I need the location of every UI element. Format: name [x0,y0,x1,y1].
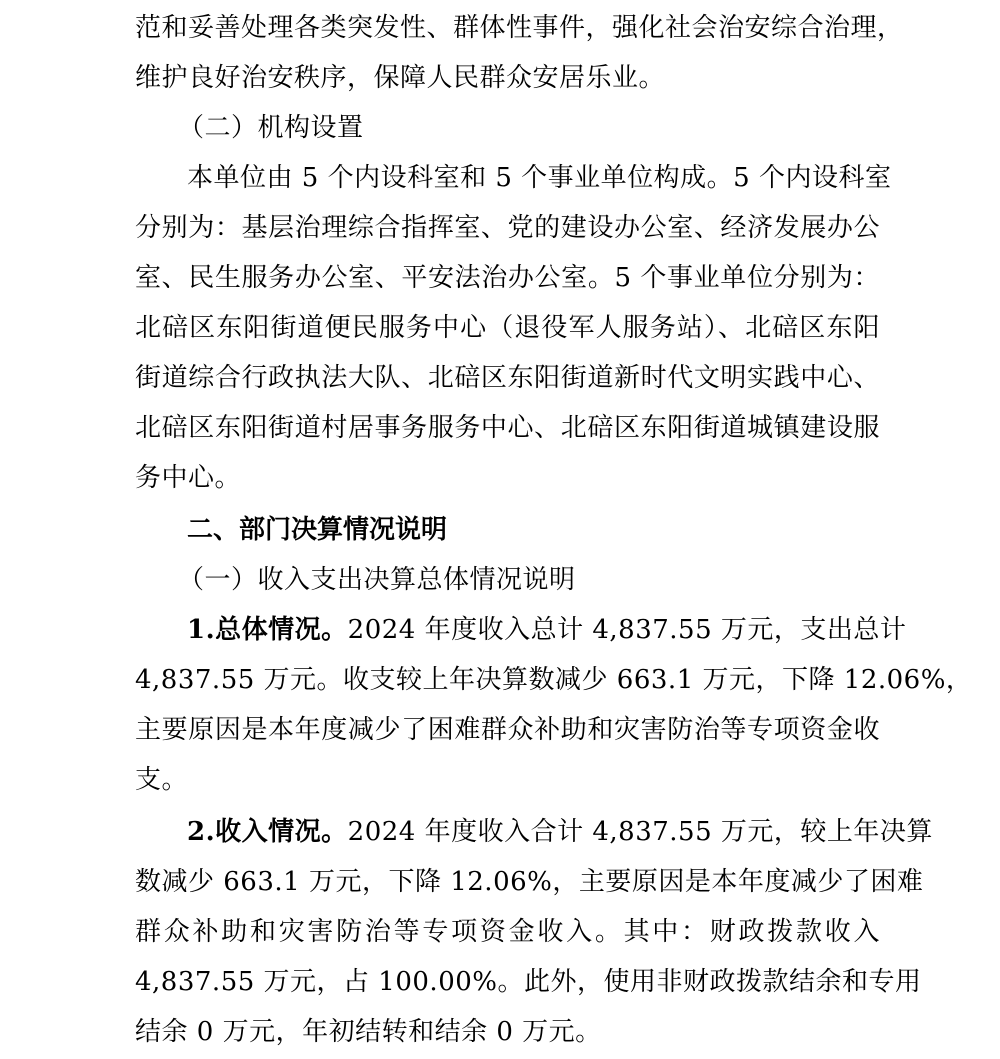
overall-line-2: 4,837.55 万元。收支较上年决算数减少 663.1 万元，下降 12.06%， [135,665,973,695]
section-two-title: 二、部门决算情况说明 [187,515,448,545]
income-line-3: 群众补助和灾害防治等专项资金收入。其中：财政拨款收入 [135,917,880,947]
org-line-1: 本单位由 5 个内设科室和 5 个事业单位构成。5 个内设科室 [187,163,892,193]
org-line-4: 北碚区东阳街道便民服务中心（退役军人服务站）、北碚区东阳 [135,313,880,343]
org-line-2: 分别为：基层治理综合指挥室、党的建设办公室、经济发展办公 [135,213,880,243]
org-line-7: 务中心。 [135,463,242,493]
overall-line-1 [187,615,907,645]
section-two-subtitle: （一）收入支出决算总体情况说明 [178,565,576,595]
org-line-6: 北碚区东阳街道村居事务服务中心、北碚区东阳街道城镇建设服 [135,413,880,443]
overall-line-1-text: 2024 年度收入总计 4,837.55 万元，支出总计 [347,615,907,645]
overall-line-4: 支。 [135,765,189,795]
income-line-5: 结余 0 万元，年初结转和结余 0 万元。 [135,1017,602,1047]
income-lead: 2.收入情况。 [187,817,348,847]
org-line-3: 室、民生服务办公室、平安法治办公室。5 个事业单位分别为： [135,263,880,293]
income-line-1 [187,817,933,847]
overall-line-3: 主要原因是本年度减少了困难群众补助和灾害防治等专项资金收 [135,715,880,745]
intro-line-1: 范和妥善处理各类突发性、群体性事件，强化社会治安综合治理， [135,13,904,43]
income-line-1-text: 2024 年度收入合计 4,837.55 万元，较上年决算 [347,817,933,847]
section-org-title: （二）机构设置 [178,113,364,143]
overall-lead: 1.总体情况。 [187,615,348,645]
income-line-4: 4,837.55 万元，占 100.00%。此外，使用非财政拨款结余和专用 [135,967,922,997]
income-line-2: 数减少 663.1 万元，下降 12.06%，主要原因是本年度减少了困难 [135,867,924,897]
intro-line-2: 维护良好治安秩序，保障人民群众安居乐业。 [135,63,666,93]
org-line-5: 街道综合行政执法大队、北碚区东阳街道新时代文明实践中心、 [135,363,880,393]
